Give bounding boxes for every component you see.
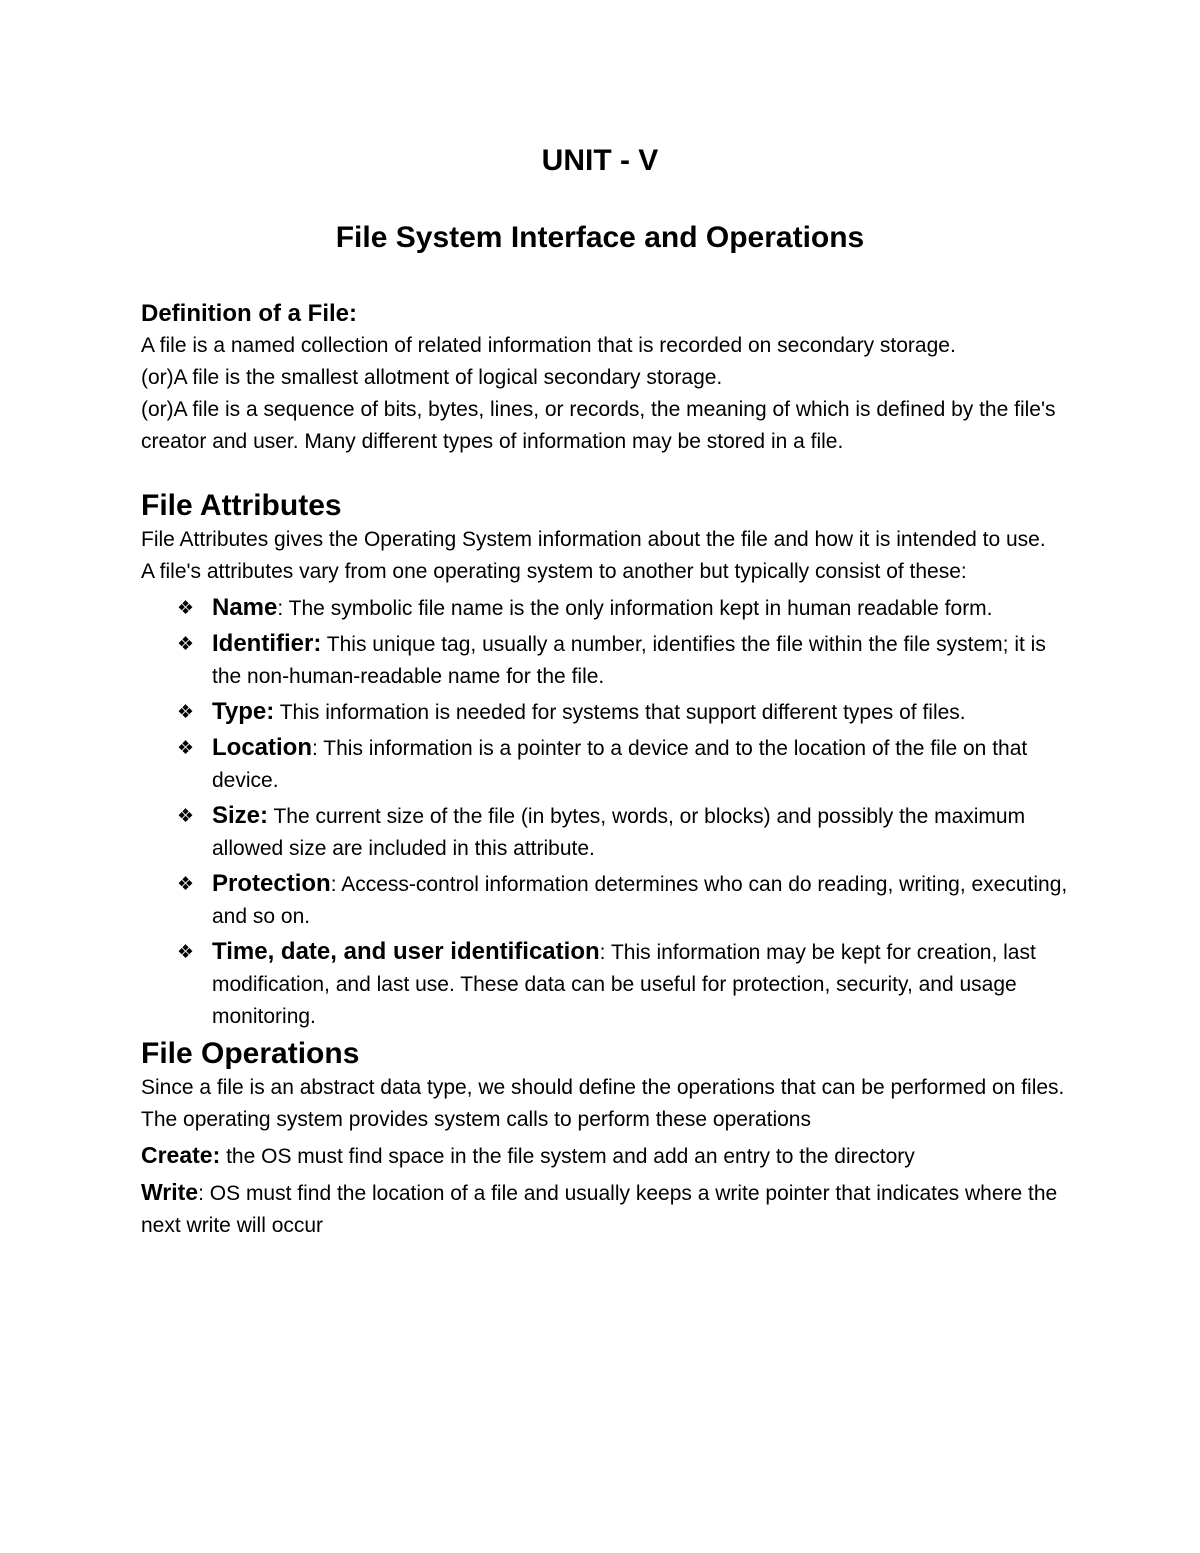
diamond-bullet-icon: ❖ xyxy=(177,806,195,827)
operation-text: : OS must find the location of a file and usually keeps a write pointer that indicates where the next write will occur xyxy=(141,1182,1058,1237)
attribute-separator: : xyxy=(312,737,318,760)
attributes-heading: File Attributes xyxy=(141,489,342,522)
attribute-term: Protection xyxy=(212,870,331,897)
attribute-separator: : xyxy=(330,873,337,896)
definition-line-2: (or)A file is the smallest allotment of logical secondary storage. xyxy=(141,366,723,389)
attribute-text: Access-control information determines who can do reading, writing, executing, and so on. xyxy=(212,873,1068,928)
attribute-item-type xyxy=(141,696,1071,729)
diamond-bullet-icon: ❖ xyxy=(177,942,195,963)
attribute-item-location xyxy=(141,732,1071,797)
diamond-bullet-icon: ❖ xyxy=(177,874,195,895)
attribute-item-name xyxy=(141,592,1071,625)
attribute-text: This information may be kept for creation, last modification, and last use. These data can be useful for protection, security, and usage monitoring. xyxy=(212,941,1036,1028)
attribute-term: Location xyxy=(212,734,312,761)
diamond-bullet-icon: ❖ xyxy=(177,702,195,723)
attribute-text: This unique tag, usually a number, identifies the file within the file system; it is the non-human-readable name for the file. xyxy=(212,633,1046,688)
attribute-term: Identifier: xyxy=(212,630,322,657)
operations-section xyxy=(141,1036,1071,1242)
attribute-text: The current size of the file (in bytes, words, or blocks) and possibly the maximum allowed size are included in this attribute. xyxy=(212,805,1026,860)
operation-term: Create: xyxy=(141,1142,221,1168)
attribute-term: Name xyxy=(212,594,278,621)
operations-heading: File Operations xyxy=(141,1037,360,1070)
attributes-list xyxy=(141,592,1071,1033)
document-title: File System Interface and Operations xyxy=(335,221,865,254)
definition-section xyxy=(141,298,1071,458)
diamond-bullet-icon: ❖ xyxy=(177,634,195,655)
diamond-bullet-icon: ❖ xyxy=(177,738,195,759)
attribute-term: Type: xyxy=(212,698,275,725)
attributes-intro-2: A file's attributes vary from one operating system to another but typically consist of these: xyxy=(141,560,967,583)
attributes-intro-1: File Attributes gives the Operating System information about the file and how it is intended to use. xyxy=(141,528,1046,551)
operation-create xyxy=(141,1139,1071,1173)
attribute-separator: : xyxy=(277,597,284,620)
operation-write xyxy=(141,1176,1071,1242)
attribute-item-size xyxy=(141,800,1071,865)
operation-term: Write xyxy=(141,1179,199,1205)
unit-title: UNIT - V xyxy=(541,144,659,177)
attribute-term: Time, date, and user identification xyxy=(212,938,600,965)
definition-line-3: (or)A file is a sequence of bits, bytes, lines, or records, the meaning of which is defined by the file's creator and user. Many different types of information may be stored in a file. xyxy=(141,398,1056,453)
attribute-separator: : xyxy=(599,941,606,964)
attribute-text: This information is needed for systems that support different types of files. xyxy=(274,701,966,724)
document-body xyxy=(141,298,1071,1242)
diamond-bullet-icon: ❖ xyxy=(177,598,195,619)
attributes-section xyxy=(141,488,1071,1033)
attribute-text: The symbolic file name is the only information kept in human readable form. xyxy=(283,597,993,620)
attribute-item-identifier xyxy=(141,628,1071,693)
definition-line-1: A file is a named collection of related information that is recorded on secondary storage. xyxy=(141,334,956,357)
operation-text: the OS must find space in the file system and add an entry to the directory xyxy=(220,1145,915,1168)
attribute-text: This information is a pointer to a device and to the location of the file on that device. xyxy=(212,737,1028,792)
attribute-item-time-date-user xyxy=(141,936,1071,1033)
attribute-term: Size: xyxy=(212,802,269,829)
operations-intro: Since a file is an abstract data type, we should define the operations that can be performed on files. The operating system provides system calls to perform these operations xyxy=(141,1076,1065,1131)
attribute-item-protection xyxy=(141,868,1071,933)
definition-heading: Definition of a File: xyxy=(141,300,357,327)
